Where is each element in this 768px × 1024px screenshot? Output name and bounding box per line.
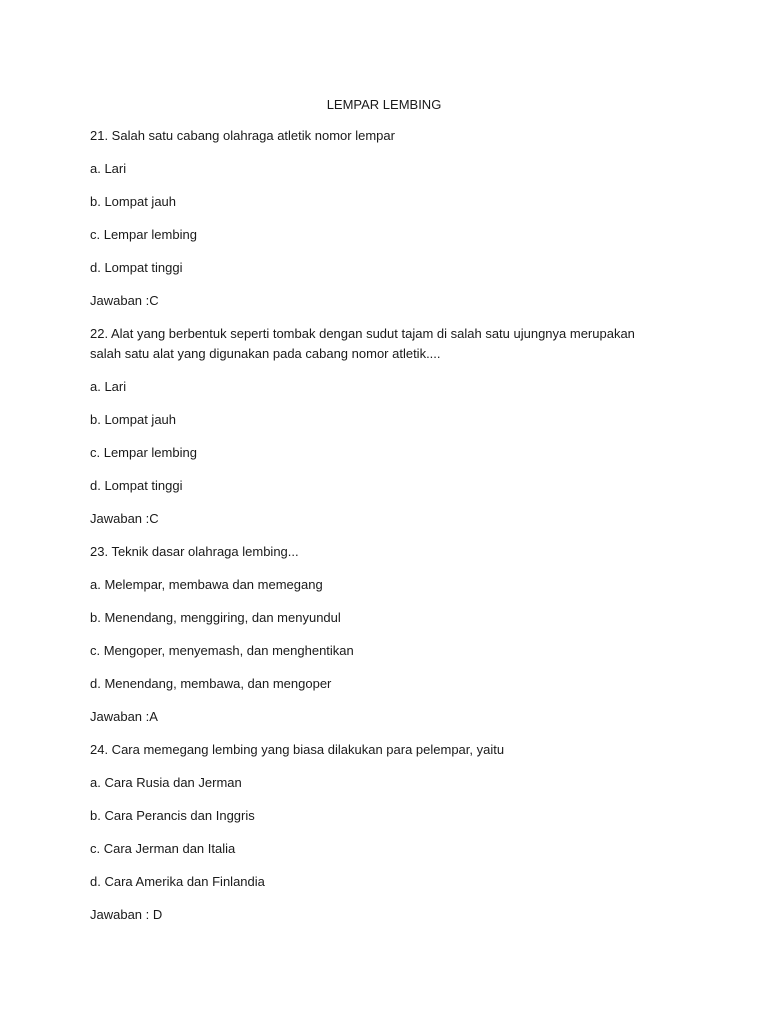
option-d: d. Cara Amerika dan Finlandia xyxy=(90,874,265,889)
question-block xyxy=(90,740,690,925)
option-d: d. Lompat tinggi xyxy=(90,260,183,275)
option-d: d. Lompat tinggi xyxy=(90,478,183,493)
option-c: c. Lempar lembing xyxy=(90,445,197,460)
question-block xyxy=(90,126,690,311)
answer-text: Jawaban :C xyxy=(90,511,159,526)
document-page xyxy=(90,95,690,938)
option-a: a. Lari xyxy=(90,379,127,394)
option-b: b. Cara Perancis dan Inggris xyxy=(90,808,255,823)
question-text: 24. Cara memegang lembing yang biasa dilakukan para pelempar, yaitu xyxy=(90,742,505,757)
answer-text: Jawaban :C xyxy=(90,293,159,308)
option-a: a. Melempar, membawa dan memegang xyxy=(90,577,323,592)
option-b: b. Lompat jauh xyxy=(90,412,177,427)
question-text: 21. Salah satu cabang olahraga atletik nomor lempar xyxy=(90,128,395,143)
option-c: c. Cara Jerman dan Italia xyxy=(90,841,236,856)
option-d: d. Menendang, membawa, dan mengoper xyxy=(90,676,332,691)
option-c: c. Mengoper, menyemash, dan menghentikan xyxy=(90,643,354,658)
option-b: b. Lompat jauh xyxy=(90,194,177,209)
question-block xyxy=(90,542,690,727)
option-a: a. Lari xyxy=(90,161,127,176)
question-block xyxy=(90,324,690,529)
question-text: 23. Teknik dasar olahraga lembing... xyxy=(90,544,299,559)
option-a: a. Cara Rusia dan Jerman xyxy=(90,775,242,790)
option-c: c. Lempar lembing xyxy=(90,227,197,242)
option-b: b. Menendang, menggiring, dan menyundul xyxy=(90,610,341,625)
answer-text: Jawaban : D xyxy=(90,907,163,922)
answer-text: Jawaban :A xyxy=(90,709,158,724)
document-title: LEMPAR LEMBING xyxy=(326,97,442,112)
question-text: 22. Alat yang berbentuk seperti tombak dengan sudut tajam di salah satu ujungnya merupakan salah satu alat yang digunakan pada cabang nomor atletik.... xyxy=(90,326,635,361)
